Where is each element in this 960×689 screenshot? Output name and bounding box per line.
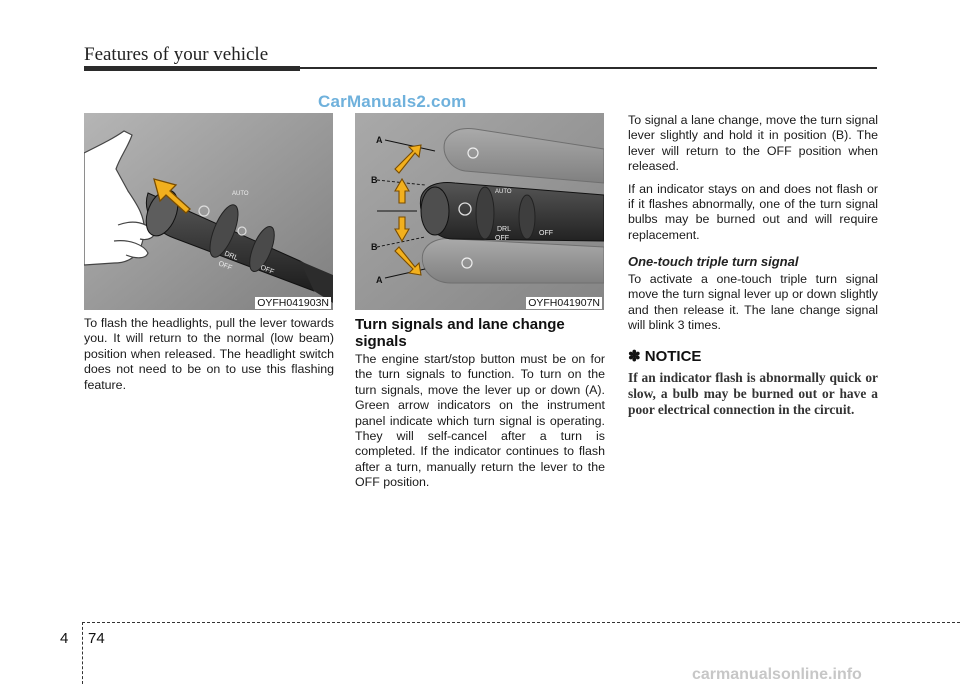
label-a-top: A <box>376 135 383 145</box>
paragraph-lane-change: To signal a lane change, move the turn signal lever slightly and hold it in position (B). The lever will return to the OFF position when released. <box>628 113 878 174</box>
section-heading-turn-signals: Turn signals and lane change signals <box>355 316 565 350</box>
footer-rule-horizontal <box>82 622 960 623</box>
header-rule-thin <box>300 67 877 69</box>
lever-positions-illustration <box>355 113 604 310</box>
lever-label-auto: AUTO <box>232 191 249 197</box>
page-header-title: Features of your vehicle <box>84 44 269 65</box>
column-2-text <box>355 352 605 498</box>
lever-label-off-2: OFF <box>259 264 275 277</box>
lever-label-off: OFF <box>217 260 233 273</box>
footer-rule-vertical <box>82 622 83 684</box>
watermark-top[interactable]: CarManuals2.com <box>318 92 467 111</box>
lever-label-off: OFF <box>495 235 509 242</box>
page-number: 74 <box>88 630 105 647</box>
figure-caption: OYFH041907N <box>528 297 600 309</box>
paragraph-turn-signals: The engine start/stop button must be on for the turn signals to function. To turn on the turn signals, move the lever up or down (A). Green arrow indicators on the instrument panel indicate which turn signal is operating. They will self-cancel after a turn is completed. If the indicator continues to flash after a turn, manually return the lever to the OFF position. <box>355 352 605 490</box>
notice-heading: ✽ NOTICE <box>628 348 702 365</box>
lever-label-auto: AUTO <box>495 189 512 195</box>
label-a-bottom: A <box>376 275 383 285</box>
figure-turn-signal-positions <box>355 113 604 310</box>
lever-pull-illustration <box>84 113 333 310</box>
figure-headlight-flash <box>84 113 333 310</box>
paragraph-triple-turn: To activate a one-touch triple turn signal move the turn signal lever up or down slightly and then release it. The lane change signal will blink 3 times. <box>628 272 878 333</box>
label-b-top: B <box>371 175 378 185</box>
column-1-text <box>84 316 334 400</box>
subheading-triple-turn: One-touch triple turn signal <box>628 254 799 269</box>
page-section-number: 4 <box>60 630 69 647</box>
lever-label-drl: DRL <box>497 226 512 233</box>
column-3-text-lower <box>628 272 878 341</box>
paragraph-indicator-abnormal: If an indicator stays on and does not flash or if it flashes abnormally, one of the turn signal bulbs may be burned out and will require replacement. <box>628 181 878 242</box>
lever-label-drl: DRL <box>223 250 239 263</box>
figure-caption: OYFH041903N <box>257 297 329 309</box>
label-b-bottom: B <box>371 242 378 252</box>
watermark-bottom[interactable]: carmanualsonline.info <box>692 666 862 683</box>
header-rule-thick <box>84 66 300 71</box>
lever-label-off-2: OFF <box>539 230 553 237</box>
column-3-text <box>628 113 878 250</box>
notice-body: If an indicator flash is abnormally quick or slow, a bulb may be burned out or have a poor electrical connection in the circuit. <box>628 370 878 417</box>
paragraph-headlight-flash: To flash the headlights, pull the lever towards you. It will return to the normal (low beam) position when released. The headlight switch does not need to be on to use this flashing feature. <box>84 316 334 392</box>
